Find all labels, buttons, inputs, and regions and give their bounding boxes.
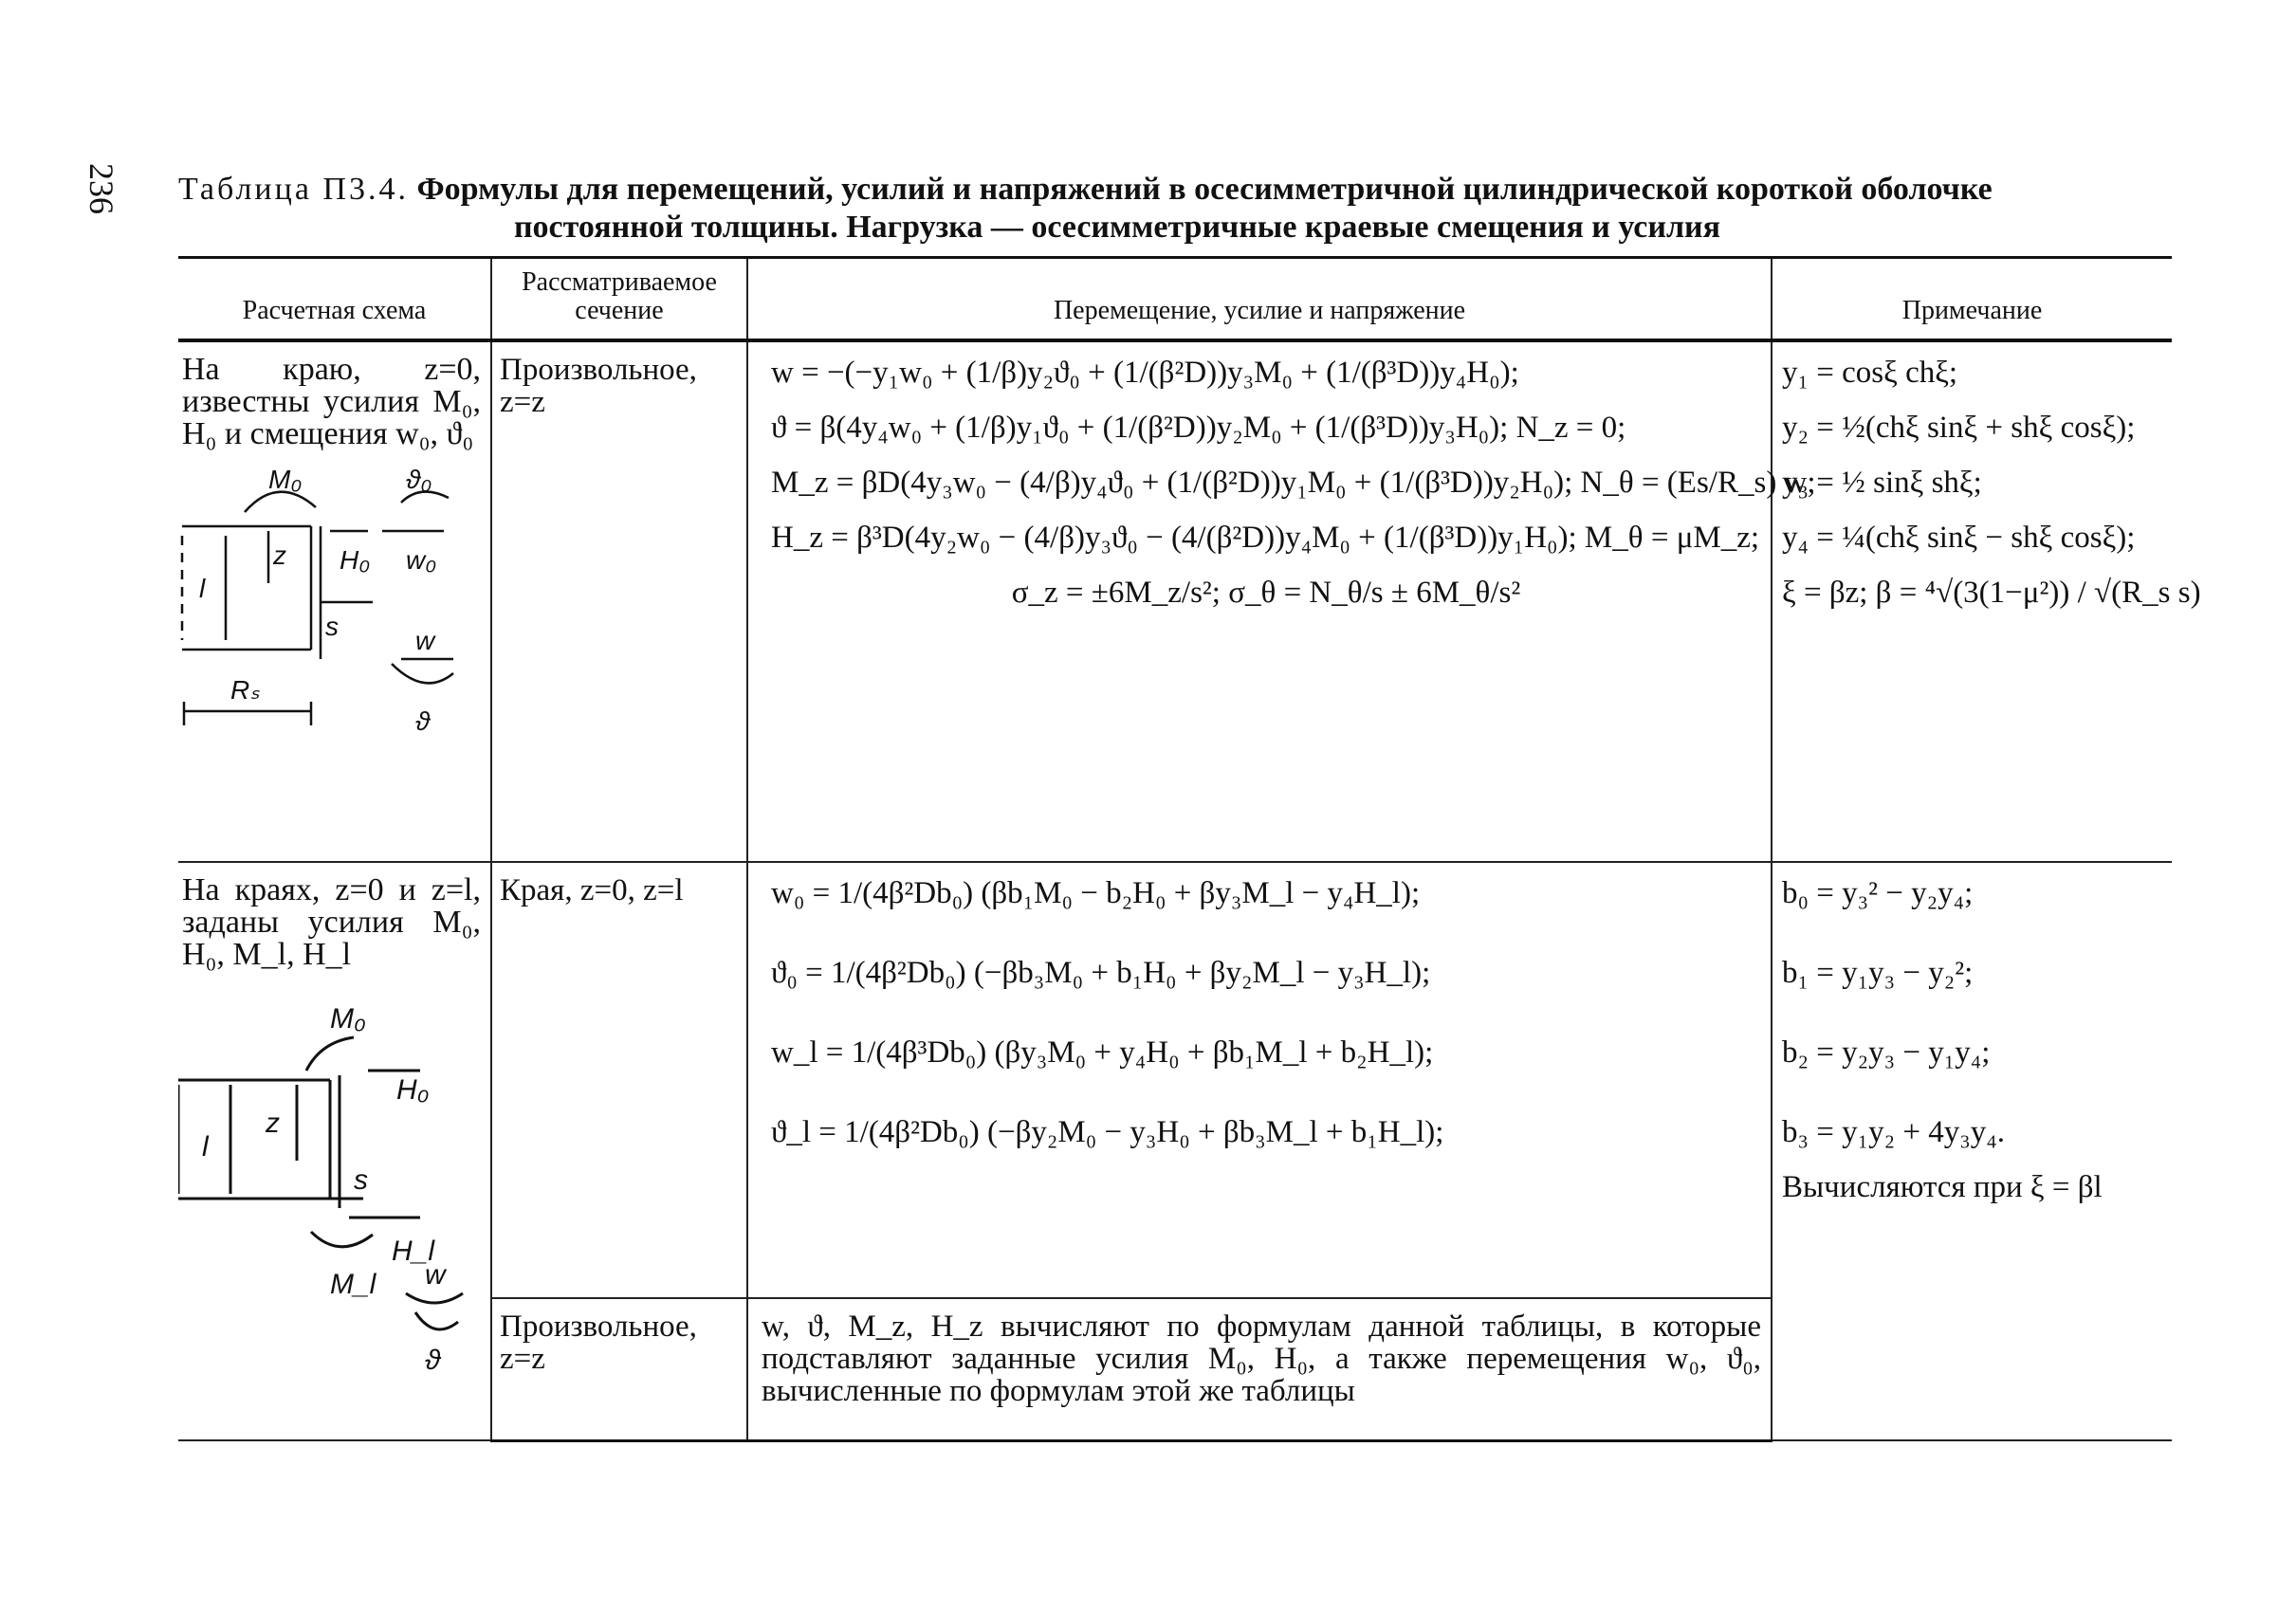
formula-hz: H_z = β³D(4y₂w₀ − (4/β)y₃ϑ₀ − (4/(β²D))y₄M₀ + (1/(β³D))y₁H₀); M_θ = μM_z; [771,521,1760,555]
section-cell-3 [491,1298,747,1440]
section-cell-2 [491,862,747,1298]
note-b0: b₀ = y₃² − y₂y₄; [1782,876,1974,910]
note-y2: y₂ = ½(chξ sinξ + shξ cosξ); [1782,411,2136,445]
note-b1: b₁ = y₁y₃ − y₂²; [1782,956,1974,990]
diagram-label-w: w [415,626,435,655]
formula-theta: ϑ = β(4y₄w₀ + (1/β)y₁ϑ₀ + (1/(β²D))y₂M₀ + (1/(β³D))y₃H₀); N_z = 0; [771,411,1626,445]
shell-edge-diagram-2 [178,980,482,1398]
formula-cell-2 [747,862,1772,1298]
diagram-label-s: s [325,612,339,641]
table-row-1 [178,340,2172,862]
scheme-cell-1 [178,340,491,862]
note-b3: b₃ = y₁y₂ + 4y₃y₄. [1782,1115,2005,1149]
header-scheme: Расчетная схема [178,258,491,341]
scheme-text-2: На краях, z=0 и z=l, заданы усилия M₀, H₀, M_l, H_l [182,872,481,972]
diagram2-label-theta: ϑ [425,1345,441,1376]
note-b2: b₂ = y₂y₃ − y₁y₄; [1782,1035,1991,1070]
scheme-cell-2 [178,862,491,1440]
formula-theta0: ϑ₀ = 1/(4β²Db₀) (−βb₃M₀ + b₁H₀ + βy₂M_l − y₃H_l); [771,956,1431,990]
table-caption [178,171,2170,247]
formula-w0: w₀ = 1/(4β²Db₀) (βb₁M₀ − b₂H₀ + βy₃M_l − y₄H_l); [771,876,1421,910]
diagram2-label-s: s [354,1164,368,1196]
diagram-label-h0: H₀ [340,545,371,575]
diagram-label-w0: w₀ [406,545,437,575]
formula-wl: w_l = 1/(4β³Db₀) (βy₃M₀ + y₄H₀ + βb₁M_l + b₂H_l); [771,1035,1434,1070]
section-text-3: Произвольное, z=z [500,1310,697,1376]
description-cell-3 [747,1298,1772,1440]
formula-cell-1 [747,340,1816,862]
diagram2-label-m0: M₀ [330,1003,366,1035]
header-note: Примечание [1772,258,2172,341]
note-cell-1 [1772,340,2201,862]
table-header-row [178,258,2172,341]
shell-edge-diagram-1 [178,460,482,744]
formula-table [178,256,2201,1442]
page-number: 236 [83,163,120,214]
note-y4: y₄ = ¼(chξ sinξ − shξ cosξ); [1782,521,2136,555]
diagram2-label-h0: H₀ [396,1074,430,1106]
diagram2-label-l: l [202,1131,209,1163]
diagram2-label-z: z [266,1108,280,1139]
section-text-2: Края, z=0, z=l [500,873,684,907]
note-cell-2 [1772,862,2172,1440]
diagram-label-theta0: ϑ₀ [406,465,432,494]
diagram-label-m0: M₀ [268,465,303,494]
diagram-label-rs: Rₛ [230,675,260,705]
caption-title-line2: постоянной толщины. Нагрузка — осесимметричные краевые смещения и усилия [513,210,1721,245]
formula-thetal: ϑ_l = 1/(4β²Db₀) (−βy₂M₀ − y₃H₀ + βb₃M_l + b₁H_l); [771,1115,1444,1149]
diagram-label-l: l [199,574,206,603]
diagram2-label-w: w [425,1259,446,1291]
formula-sigma: σ_z = ±6M_z/s²; σ_θ = N_θ/s ± 6M_θ/s² [1011,576,1521,610]
scheme-text-1: На краю, z=0, известны усилия M₀, H₀ и смещения w₀, ϑ₀ [182,352,481,451]
header-formulas: Перемещение, усилие и напряжение [747,258,1772,341]
diagram-label-theta: ϑ [415,706,431,736]
caption-label: Таблица П3.4. [178,172,409,207]
header-section: Рассматриваемое сечение [491,258,747,341]
table-row-2 [178,862,2172,1298]
diagram-label-z: z [273,540,286,570]
diagram2-label-ml: M_l [330,1269,377,1300]
section-cell-1 [491,340,747,862]
description-text-3: w, ϑ, M_z, H_z вычисляют по формулам данной таблицы, в которые подставляют заданные усилия M₀, H₀, а также перемещения w₀, ϑ₀, вычисленные по формулам этой же таблицы [762,1310,1761,1408]
formula-w: w = −(−y₁w₀ + (1/β)y₂ϑ₀ + (1/(β²D))y₃M₀ + (1/(β³D))y₄H₀); [771,356,1519,390]
section-text-1: Произвольное, z=z [500,353,697,419]
note-y1: y₁ = cosξ chξ; [1782,356,1958,390]
note-xi-beta: ξ = βz; β = ⁴√(3(1−μ²)) / √(R_s s) [1782,576,2201,610]
note-y3: y₃ = ½ sinξ shξ; [1782,466,1982,500]
formula-mz: M_z = βD(4y₃w₀ − (4/β)y₄ϑ₀ + (1/(β²D))y₁M₀ + (1/(β³D))y₂H₀); N_θ = (Es/R_s) w; [771,466,1816,500]
caption-title-line1: Формулы для перемещений, усилий и напряжений в осесимметричной цилиндрической короткой оболочке [416,172,1993,207]
diagram2-label-hl: H_l [392,1236,435,1267]
note-computed-at: Вычисляются при ξ = βl [1782,1170,2103,1204]
